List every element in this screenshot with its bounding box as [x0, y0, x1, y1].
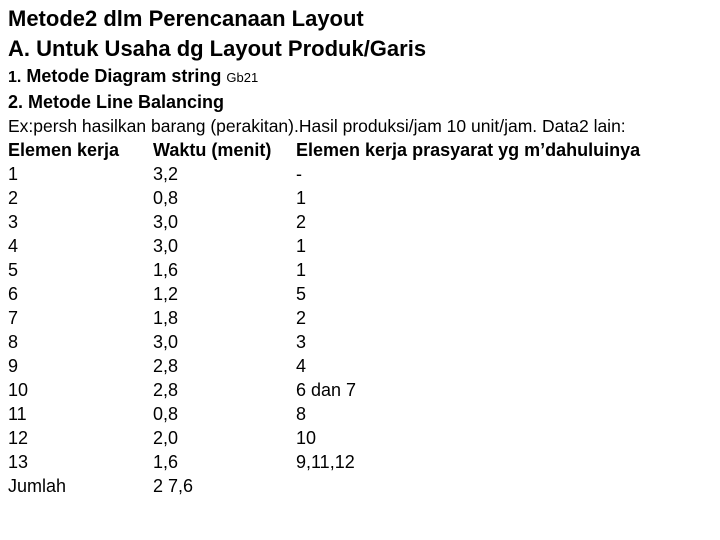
cell-elemen: 11 [8, 404, 27, 424]
cell-prasyarat: 9,11,12 [296, 452, 355, 472]
table-row [8, 162, 716, 186]
cell-prasyarat: 4 [296, 356, 307, 376]
cell-elemen: 5 [8, 260, 19, 280]
cell-waktu: 1,2 [153, 284, 179, 304]
table-row [8, 402, 716, 426]
cell-waktu: 2,8 [153, 380, 179, 400]
method-1-note: Gb21 [226, 70, 259, 85]
table-row [8, 354, 716, 378]
work-element-table [8, 138, 716, 498]
cell-waktu: 0,8 [153, 188, 179, 208]
cell-elemen: 6 [8, 284, 19, 304]
cell-waktu: 1,6 [153, 452, 179, 472]
total-label: Jumlah [8, 476, 67, 496]
table-row [8, 234, 716, 258]
total-waktu: 2 7,6 [153, 476, 194, 496]
cell-elemen: 13 [8, 452, 29, 472]
cell-prasyarat: - [296, 164, 302, 184]
table-row [8, 306, 716, 330]
table-row [8, 186, 716, 210]
slide-title-line-2: A. Untuk Usaha dg Layout Produk/Garis [8, 36, 427, 61]
cell-elemen: 10 [8, 380, 29, 400]
slide-title-line-1: Metode2 dlm Perencanaan Layout [8, 6, 364, 31]
total-empty [296, 474, 716, 498]
method-1-line [8, 64, 718, 90]
cell-waktu: 2,0 [153, 428, 179, 448]
cell-prasyarat: 6 dan 7 [296, 380, 357, 400]
cell-prasyarat: 2 [296, 212, 307, 232]
header-elemen-kerja: Elemen kerja [8, 140, 120, 160]
cell-elemen: 12 [8, 428, 29, 448]
cell-prasyarat: 1 [296, 236, 307, 256]
method-1-number: 1. [8, 69, 22, 86]
table-row [8, 450, 716, 474]
method-1-label: Metode Diagram string [26, 66, 222, 86]
cell-prasyarat: 3 [296, 332, 307, 352]
cell-prasyarat: 1 [296, 188, 307, 208]
cell-waktu: 3,0 [153, 236, 179, 256]
cell-prasyarat: 8 [296, 404, 307, 424]
cell-waktu: 3,2 [153, 164, 179, 184]
table-total-row [8, 474, 716, 498]
cell-elemen: 4 [8, 236, 19, 256]
cell-waktu: 1,8 [153, 308, 179, 328]
example-text: Ex:persh hasilkan barang (perakitan).Hasil produksi/jam 10 unit/jam. Data2 lain: [8, 116, 626, 136]
table-header-row [8, 138, 716, 162]
cell-elemen: 9 [8, 356, 19, 376]
cell-waktu: 3,0 [153, 332, 179, 352]
header-waktu: Waktu (menit) [153, 140, 272, 160]
cell-elemen: 8 [8, 332, 19, 352]
cell-prasyarat: 5 [296, 284, 307, 304]
cell-waktu: 1,6 [153, 260, 179, 280]
cell-elemen: 2 [8, 188, 19, 208]
table-row [8, 258, 716, 282]
slide-content [8, 4, 718, 498]
cell-prasyarat: 1 [296, 260, 307, 280]
cell-waktu: 0,8 [153, 404, 179, 424]
table-row [8, 330, 716, 354]
method-2-line: 2. Metode Line Balancing [8, 92, 225, 112]
cell-waktu: 2,8 [153, 356, 179, 376]
cell-prasyarat: 10 [296, 428, 317, 448]
cell-waktu: 3,0 [153, 212, 179, 232]
table-row [8, 282, 716, 306]
table-row [8, 426, 716, 450]
cell-elemen: 7 [8, 308, 19, 328]
cell-elemen: 3 [8, 212, 19, 232]
table-row [8, 378, 716, 402]
table-row [8, 210, 716, 234]
cell-elemen: 1 [8, 164, 19, 184]
header-prasyarat: Elemen kerja prasyarat yg m’dahuluinya [296, 140, 641, 160]
cell-prasyarat: 2 [296, 308, 307, 328]
